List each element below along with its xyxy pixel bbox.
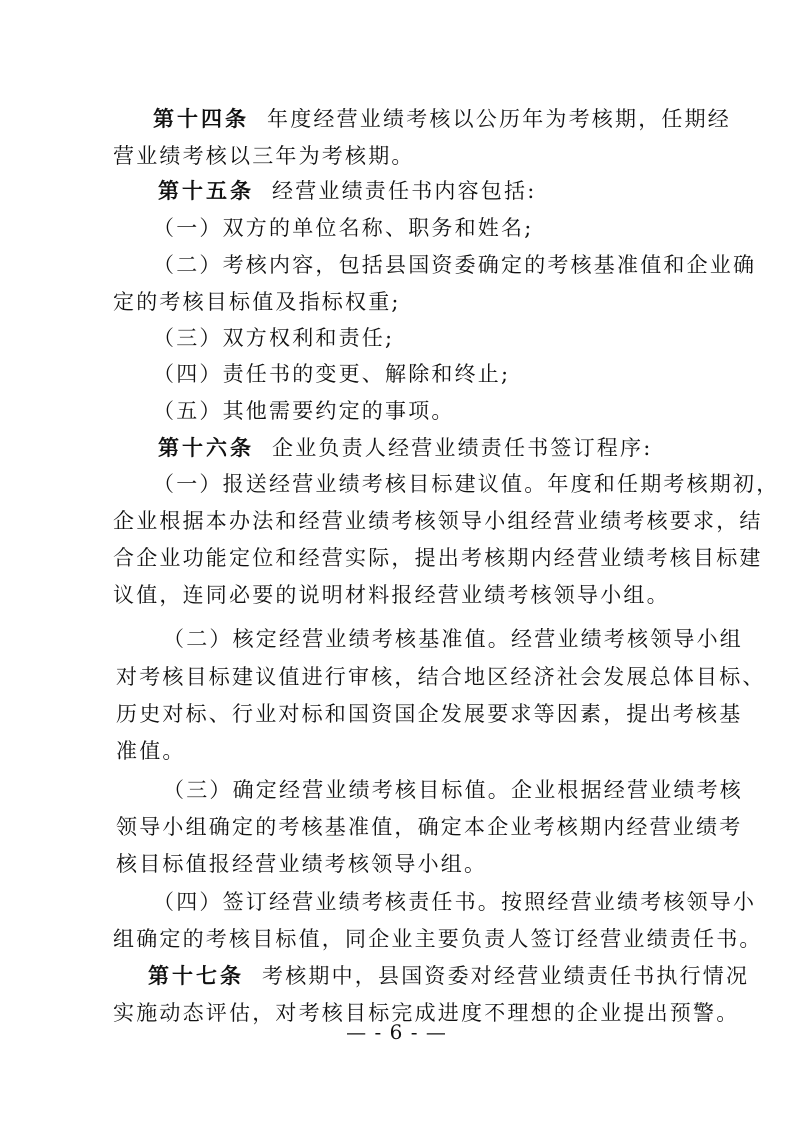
article16-para2-line4: 准值。 bbox=[116, 739, 186, 763]
article16-label: 第十六条 bbox=[158, 436, 254, 460]
article15-line1 bbox=[158, 176, 536, 206]
article14-label: 第十四条 bbox=[153, 107, 249, 131]
article16-para1-line1: （一）报送经营业绩考核目标建议值。年度和任期考核期初， bbox=[153, 472, 780, 496]
article16-para1-line3: 合企业功能定位和经营实际，提出考核期内经营业绩考核目标建 bbox=[113, 546, 763, 570]
article14-text-1: 年度经营业绩考核以公历年为考核期，任期经 bbox=[267, 107, 731, 131]
article16-para3-line3: 核目标值报经营业绩考核领导小组。 bbox=[116, 852, 488, 876]
article16-para4-line1: （四）签订经营业绩考核责任书。按照经营业绩考核领导小 bbox=[153, 890, 757, 914]
article17-text-1: 考核期中，县国资委对经营业绩责任书执行情况 bbox=[262, 964, 750, 988]
article14-line1 bbox=[153, 104, 731, 134]
article15-item-3: （三）双方权利和责任; bbox=[153, 326, 395, 350]
article16-line1 bbox=[158, 433, 652, 463]
article16-para4-line2: 组确定的考核目标值，同企业主要负责人签订经营业绩责任书。 bbox=[113, 927, 763, 951]
article16-intro: 企业负责人经营业绩责任书签订程序: bbox=[272, 436, 653, 460]
article16-para2-line3: 历史对标、行业对标和国资国企发展要求等因素，提出考核基 bbox=[116, 702, 743, 726]
article16-para2-line1: （二）核定经营业绩考核基准值。经营业绩考核领导小组 bbox=[163, 627, 743, 651]
article16-para1-line2: 企业根据本办法和经营业绩考核领导小组经营业绩考核要求，结 bbox=[113, 509, 763, 533]
article15-intro: 经营业绩责任书内容包括: bbox=[272, 179, 537, 203]
article16-para3-line1: （三）确定经营业绩考核目标值。企业根据经营业绩考核 bbox=[163, 778, 743, 802]
article16-para2-line2: 对考核目标建议值进行审核，结合地区经济社会发展总体目标、 bbox=[116, 665, 766, 689]
article15-item-4: （四）责任书的变更、解除和终止; bbox=[153, 362, 511, 386]
page-number: — - 6 - — bbox=[346, 1020, 447, 1044]
article15-item-1: （一）双方的单位名称、职务和姓名; bbox=[153, 216, 534, 240]
article17-line2: 实施动态评估，对考核目标完成进度不理想的企业提出预警。 bbox=[113, 1001, 740, 1025]
article15-label: 第十五条 bbox=[158, 179, 254, 203]
article17-line1 bbox=[148, 961, 749, 991]
article17-label: 第十七条 bbox=[148, 964, 244, 988]
article16-para3-line2: 领导小组确定的考核基准值，确定本企业考核期内经营业绩考 bbox=[116, 815, 743, 839]
article16-para1-line4: 议值，连同必要的说明材料报经营业绩考核领导小组。 bbox=[113, 583, 670, 607]
article15-item-5: （五）其他需要约定的事项。 bbox=[153, 399, 455, 423]
article15-item-2: （二）考核内容，包括县国资委确定的考核基准值和企业确 bbox=[153, 253, 757, 277]
article15-item-2-cont: 定的考核目标值及指标权重; bbox=[113, 290, 401, 314]
article14-line2: 营业绩考核以三年为考核期。 bbox=[113, 144, 415, 168]
